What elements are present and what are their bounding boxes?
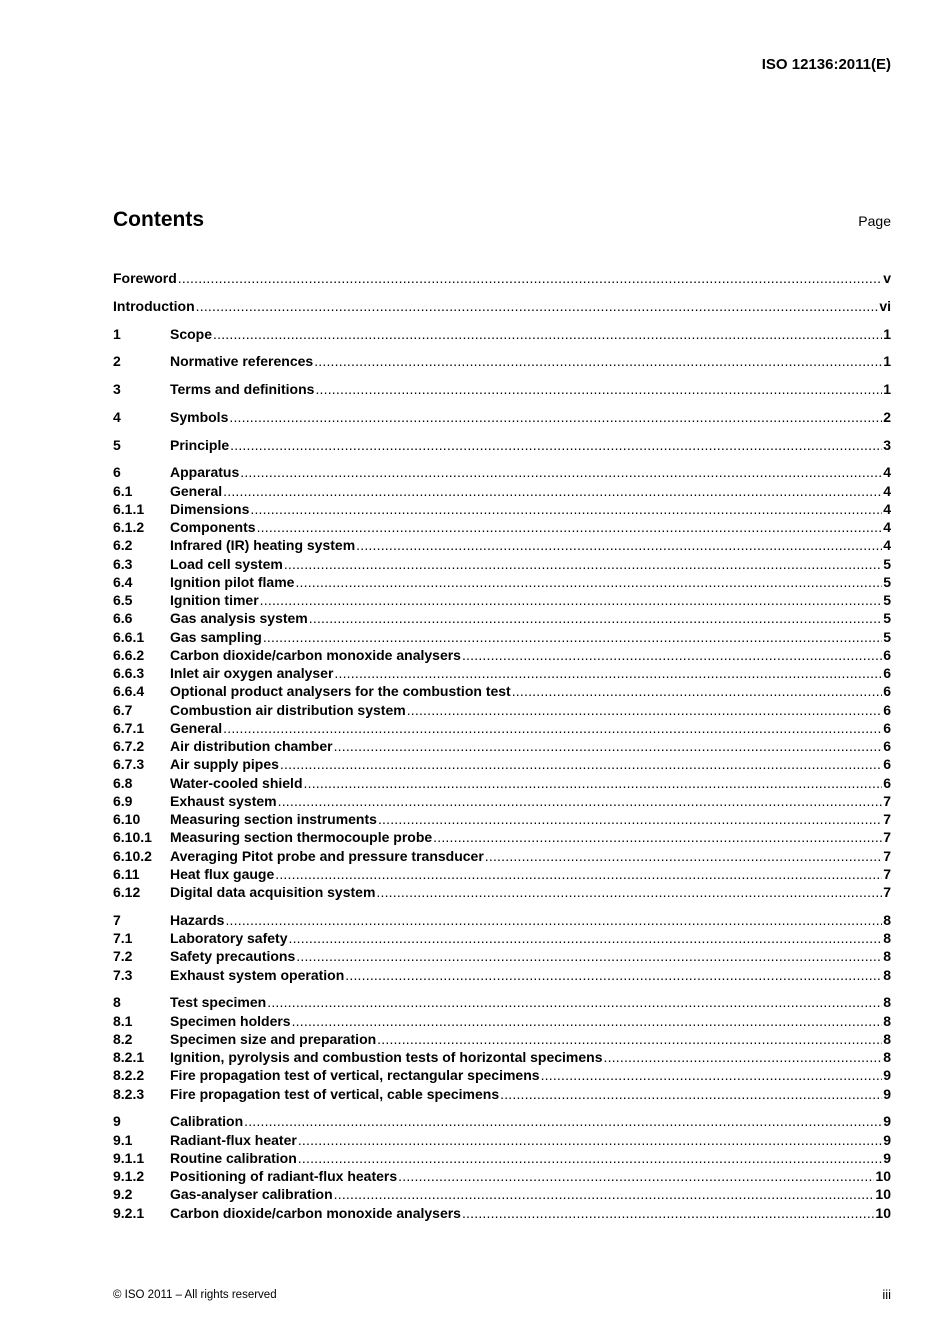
toc-entry[interactable] [113,719,891,737]
toc-entry-page: 3 [883,436,891,453]
toc-entry-page: 10 [875,1204,891,1221]
toc-entry[interactable] [113,701,891,719]
toc-entry-number: 6.11 [113,865,140,882]
toc-entry[interactable] [113,682,891,700]
toc-entry-page: 9 [883,1067,891,1084]
toc-entry-title: Fire propagation test of vertical, rectangular specimens [170,1067,540,1084]
dot-leader [462,1204,874,1222]
toc-entry-page: 9 [883,1149,891,1166]
toc-entry-number: 9.1.2 [113,1168,145,1184]
dot-leader [512,682,882,700]
toc-entry-title: Air distribution chamber [170,738,333,754]
toc-entry-number: 2 [113,353,121,370]
toc-entry-title: Inlet air oxygen analyser [170,665,334,681]
dot-leader [284,555,882,573]
toc-entry-number: 7.1 [113,930,133,946]
dot-leader [309,609,882,627]
toc-entry-number: 6.10.2 [113,847,152,864]
dot-leader [250,500,882,518]
toc-entry-title: Carbon dioxide/carbon monoxide analysers [170,1204,461,1221]
toc-entry-page: 4 [883,482,891,499]
dot-leader [257,518,883,536]
toc-entry-title: Exhaust system [170,792,277,809]
toc-entry[interactable] [113,865,891,883]
toc-entry[interactable] [113,1185,891,1203]
dot-leader [275,865,882,883]
dot-leader [314,352,882,370]
dot-leader [604,1048,883,1066]
toc-entry-title: Routine calibration [170,1149,297,1166]
toc-entry-number: 9.1 [113,1131,133,1148]
toc-entry-number: 8.2.3 [113,1085,145,1102]
toc-entry-page: 4 [883,537,891,554]
toc-entry-title: Combustion air distribution system [170,701,406,718]
page-column-label: Page [858,213,891,229]
contents-title: Contents [113,208,204,231]
toc-entry-page: v [883,270,891,286]
toc-entry-page: 8 [883,1030,891,1047]
toc-entry-title: Digital data acquisition system [170,884,376,900]
toc-entry[interactable] [113,1131,891,1149]
dot-leader [288,929,882,947]
toc-entry-number: 6.3 [113,555,133,572]
dot-leader [213,325,882,343]
dot-leader [378,810,882,828]
toc-entry[interactable] [113,536,891,554]
dot-leader [377,1030,882,1048]
toc-entry-number: 6.12 [113,884,141,900]
toc-entry-number: 6.7.2 [113,738,145,754]
toc-entry-title: Laboratory safety [170,930,288,946]
toc-entry-title: Optional product analysers for the combustion test [170,683,511,700]
toc-entry-page: 9 [883,1131,891,1148]
toc-entry[interactable] [113,1204,891,1222]
toc-entry-number: 7.3 [113,966,133,983]
toc-entry[interactable] [113,911,891,929]
toc-entry-page: 8 [883,1012,891,1029]
toc-entry-number: 6.1.1 [113,500,145,517]
toc-entry-page: 6 [883,683,891,700]
toc-entry-title: Test specimen [170,994,267,1011]
dot-leader [295,573,882,591]
toc-entry-page: 6 [883,756,891,773]
toc-entry-title: Gas sampling [170,628,262,645]
toc-entry-number: 6.7 [113,701,133,718]
dot-leader [244,1112,882,1130]
toc-entry-title: Measuring section instruments [170,811,377,827]
dot-leader [298,1149,882,1167]
dot-leader [398,1167,874,1185]
toc-entry-number: 8.2.1 [113,1049,145,1065]
toc-entry[interactable] [113,947,891,965]
toc-entry-page: 1 [883,353,891,370]
toc-entry-page: 6 [883,701,891,718]
dot-leader [485,847,882,865]
contents-header [113,208,891,232]
dot-leader [178,269,882,287]
toc-entry-title: Averaging Pitot probe and pressure transducer [170,847,484,864]
toc-entry-title: Specimen holders [170,1012,291,1029]
dot-leader [500,1085,882,1103]
toc-entry[interactable] [113,1167,891,1185]
toc-entry-title: Gas analysis system [170,610,308,627]
toc-entry-number: 1 [113,325,121,342]
toc-entry-number: 6.7.1 [113,719,145,736]
dot-leader [223,719,882,737]
toc-entry-number: 5 [113,436,121,453]
toc-entry-number: 6.6.3 [113,665,145,681]
dot-leader [263,628,882,646]
toc-entry-title: Specimen size and preparation [170,1030,377,1047]
toc-entry-number: 6.7.3 [113,756,145,773]
toc-entry-title: Calibration [170,1113,244,1130]
toc-entry-page: 5 [883,555,891,572]
toc-entry-title: Hazards [170,911,225,928]
toc-entry-page: 6 [883,774,891,791]
toc-entry[interactable] [113,993,891,1011]
toc-entry-page: 1 [883,381,891,397]
dot-leader [260,591,883,609]
toc-entry-title: Infrared (IR) heating system [170,537,356,554]
toc-entry-number: 6.1.2 [113,519,145,535]
toc-entry-page: 6 [883,738,891,754]
copyright-notice: © ISO 2011 – All rights reserved [113,1289,277,1301]
toc-entry-number: 6.6.1 [113,628,145,645]
toc-entry-page: 7 [883,811,891,827]
toc-entry-number: 6.9 [113,792,133,809]
toc-entry-title: Dimensions [170,500,250,517]
toc-entry-page: 7 [883,792,891,809]
toc-entry-page: 7 [883,865,891,882]
dot-leader [223,482,882,500]
toc-entry-title: Safety precautions [170,948,296,965]
toc-entry[interactable] [113,352,891,370]
toc-entry-number: 3 [113,381,121,397]
dot-leader [407,701,883,719]
toc-entry-title: Water-cooled shield [170,774,303,791]
toc-entry-page: 4 [883,519,891,535]
toc-entry-page: 2 [883,408,891,425]
toc-entry-page: 1 [883,325,891,342]
toc-entry-page: 6 [883,665,891,681]
toc-entry-number: 8 [113,994,121,1011]
toc-entry-number: 6.8 [113,774,133,791]
toc-entry-title: Symbols [170,408,229,425]
toc-entry-title: Foreword [113,270,177,286]
dot-leader [229,408,882,426]
toc-entry[interactable] [113,555,891,573]
toc-entry[interactable] [113,966,891,984]
toc-entry[interactable] [113,828,891,846]
toc-entry-page: 9 [883,1113,891,1130]
toc-entry[interactable] [113,463,891,481]
toc-entry-title: Carbon dioxide/carbon monoxide analysers [170,646,461,663]
toc-entry-number: 6.10 [113,811,141,827]
toc-entry[interactable] [113,1149,891,1167]
toc-entry[interactable] [113,628,891,646]
dot-leader [541,1066,883,1084]
toc-entry-page: 5 [883,573,891,590]
toc-entry-page: 8 [883,911,891,928]
toc-entry-title: Apparatus [170,464,240,481]
dot-leader [356,536,882,554]
toc-entry-title: General [170,482,223,499]
dot-leader [240,463,882,481]
toc-entry-number: 6.4 [113,573,133,590]
toc-entry-page: 5 [883,628,891,645]
dot-leader [296,947,882,965]
toc-entry-number: 6.6 [113,610,133,627]
toc-entry-page: 8 [883,994,891,1011]
toc-entry[interactable] [113,436,891,454]
toc-entry[interactable] [113,664,891,682]
toc-entry-number: 6.10.1 [113,829,152,846]
toc-entry[interactable] [113,297,891,315]
toc-entry-title: General [170,719,223,736]
toc-entry-page: 7 [883,884,891,900]
toc-entry-title: Terms and definitions [170,381,315,397]
toc-entry-title: Ignition timer [170,592,259,608]
toc-entry[interactable] [113,609,891,627]
toc-entry-number: 6.2 [113,537,133,554]
dot-leader [334,1185,875,1203]
toc-entry[interactable] [113,929,891,947]
toc-entry[interactable] [113,408,891,426]
toc-entry[interactable] [113,1030,891,1048]
toc-entry[interactable] [113,482,891,500]
toc-entry-title: Normative references [170,353,314,370]
toc-entry[interactable] [113,847,891,865]
toc-entry-title: Ignition pilot flame [170,573,295,590]
toc-entry-number: 9.2 [113,1186,133,1203]
toc-entry-number: 6.5 [113,592,133,608]
dot-leader [376,883,882,901]
toc-entry[interactable] [113,1085,891,1103]
dot-leader [267,993,882,1011]
toc-entry-page: 7 [883,829,891,846]
toc-entry-page: 4 [883,500,891,517]
toc-entry-title: Load cell system [170,555,283,572]
toc-entry[interactable] [113,325,891,343]
toc-entry[interactable] [113,792,891,810]
toc-entry-title: Radiant-flux heater [170,1131,297,1148]
toc-entry[interactable] [113,573,891,591]
toc-entry-title: Fire propagation test of vertical, cable specimens [170,1085,500,1102]
dot-leader [278,792,883,810]
toc-entry-page: 9 [883,1085,891,1102]
toc-entry-title: Air supply pipes [170,756,279,773]
toc-entry[interactable] [113,883,891,901]
toc-entry-number: 6.1 [113,482,133,499]
toc-entry-number: 4 [113,408,121,425]
toc-entry-page: 7 [883,847,891,864]
toc-entry[interactable] [113,591,891,609]
toc-entry-title: Principle [170,436,230,453]
toc-entry[interactable] [113,646,891,664]
toc-entry-title: Introduction [113,297,195,314]
dot-leader [196,297,879,315]
toc-entry[interactable] [113,269,891,287]
dot-leader [433,828,882,846]
toc-entry[interactable] [113,1048,891,1066]
toc-entry-page: 6 [883,646,891,663]
toc-entry[interactable] [113,1012,891,1030]
toc-entry-title: Heat flux gauge [170,865,275,882]
toc-entry[interactable] [113,755,891,773]
toc-entry[interactable] [113,380,891,398]
toc-entry[interactable] [113,810,891,828]
document-id: ISO 12136:2011(E) [761,56,891,73]
dot-leader [334,737,883,755]
toc-entry-page: 6 [883,719,891,736]
dot-leader [462,646,882,664]
dot-leader [292,1012,883,1030]
toc-entry-number: 8.1 [113,1012,133,1029]
dot-leader [304,774,883,792]
dot-leader [334,664,882,682]
toc-entry-page: 5 [883,610,891,627]
toc-entry-number: 9 [113,1113,121,1130]
toc-entry-page: 8 [883,1049,891,1065]
toc-entry-number: 6 [113,464,121,481]
dot-leader [280,755,882,773]
dot-leader [298,1131,882,1149]
dot-leader [345,966,882,984]
toc-entry-page: 10 [875,1168,891,1184]
toc-entry[interactable] [113,737,891,755]
toc-entry[interactable] [113,1066,891,1084]
toc-entry-number: 7.2 [113,948,133,965]
dot-leader [230,436,882,454]
toc-entry-title: Gas-analyser calibration [170,1186,333,1203]
toc-entry-page: 10 [875,1186,891,1203]
toc-entry-title: Measuring section thermocouple probe [170,829,433,846]
toc-entry-number: 9.2.1 [113,1204,145,1221]
page-number: iii [882,1287,891,1302]
toc-entry-page: 8 [883,930,891,946]
toc-entry-number: 8.2.2 [113,1067,145,1084]
toc-entry-number: 6.6.2 [113,646,145,663]
toc-entry-title: Components [170,519,256,535]
toc-entry-page: 5 [883,592,891,608]
toc-entry[interactable] [113,518,891,536]
dot-leader [225,911,882,929]
toc-entry-title: Scope [170,325,213,342]
toc-entry-title: Exhaust system operation [170,966,345,983]
toc-entry-page: 8 [883,948,891,965]
table-of-contents [113,269,891,1222]
toc-entry[interactable] [113,1112,891,1130]
toc-entry[interactable] [113,774,891,792]
toc-entry-title: Positioning of radiant-flux heaters [170,1168,398,1184]
toc-entry-number: 8.2 [113,1030,133,1047]
toc-entry-title: Ignition, pyrolysis and combustion tests of horizontal specimens [170,1049,603,1065]
toc-entry-page: 8 [883,966,891,983]
dot-leader [315,380,882,398]
toc-entry-page: 4 [883,464,891,481]
toc-entry[interactable] [113,500,891,518]
toc-entry-number: 6.6.4 [113,683,145,700]
toc-entry-number: 9.1.1 [113,1149,145,1166]
toc-entry-page: vi [879,297,891,314]
toc-entry-number: 7 [113,911,121,928]
